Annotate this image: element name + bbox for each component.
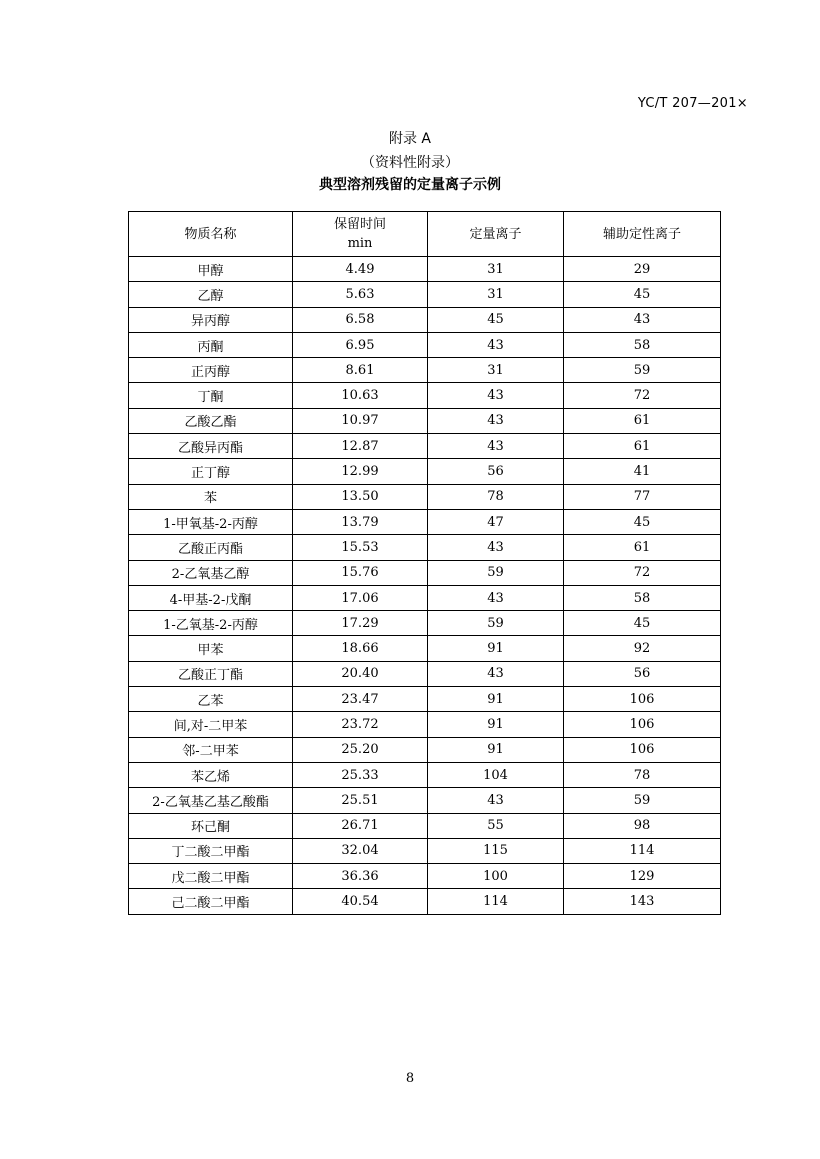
qualifier-ion-cell: 45 [564, 282, 721, 307]
header-qualifier-ion: 辅助定性离子 [564, 212, 721, 257]
qualifier-ion-cell: 92 [564, 636, 721, 661]
quant-ion-cell: 91 [428, 636, 564, 661]
substance-name-cell: 1-乙氧基-2-丙醇 [129, 611, 293, 636]
quant-ion-cell: 115 [428, 838, 564, 863]
qualifier-ion-cell: 56 [564, 661, 721, 686]
retention-time-cell: 12.87 [293, 434, 428, 459]
retention-time-cell: 5.63 [293, 282, 428, 307]
retention-time-cell: 6.95 [293, 332, 428, 357]
qualifier-ion-cell: 58 [564, 332, 721, 357]
quant-ion-cell: 91 [428, 687, 564, 712]
retention-time-cell: 25.33 [293, 762, 428, 787]
table-row [129, 687, 721, 712]
table-row [129, 762, 721, 787]
substance-name-cell: 丁二酸二甲酯 [129, 838, 293, 863]
quant-ion-cell: 43 [428, 661, 564, 686]
quant-ion-cell: 45 [428, 307, 564, 332]
qualifier-ion-cell: 72 [564, 383, 721, 408]
quant-ion-cell: 114 [428, 889, 564, 914]
table-row [129, 560, 721, 585]
quant-ion-cell: 43 [428, 585, 564, 610]
qualifier-ion-cell: 43 [564, 307, 721, 332]
substance-name-cell: 戊二酸二甲酯 [129, 864, 293, 889]
table-row [129, 383, 721, 408]
table-row [129, 535, 721, 560]
header-retention-time-unit: min [347, 236, 373, 251]
substance-name-cell: 甲苯 [129, 636, 293, 661]
retention-time-cell: 17.06 [293, 585, 428, 610]
qualifier-ion-cell: 106 [564, 712, 721, 737]
quant-ion-cell: 91 [428, 712, 564, 737]
table-row [129, 509, 721, 534]
qualifier-ion-cell: 45 [564, 509, 721, 534]
table-row [129, 712, 721, 737]
quant-ion-cell: 104 [428, 762, 564, 787]
qualifier-ion-cell: 106 [564, 687, 721, 712]
retention-time-cell: 15.76 [293, 560, 428, 585]
substance-name-cell: 乙酸异丙酯 [129, 434, 293, 459]
table-row [129, 611, 721, 636]
qualifier-ion-cell: 61 [564, 535, 721, 560]
qualifier-ion-cell: 72 [564, 560, 721, 585]
substance-name-cell: 丙酮 [129, 332, 293, 357]
quant-ion-cell: 59 [428, 560, 564, 585]
qualifier-ion-cell: 29 [564, 257, 721, 282]
table-row [129, 307, 721, 332]
table-row [129, 889, 721, 914]
appendix-nature: （资料性附录） [361, 155, 459, 171]
substance-name-cell: 异丙醇 [129, 307, 293, 332]
retention-time-cell: 12.99 [293, 459, 428, 484]
quant-ion-cell: 100 [428, 864, 564, 889]
qualifier-ion-cell: 106 [564, 737, 721, 762]
substance-name-cell: 正丁醇 [129, 459, 293, 484]
retention-time-cell: 6.58 [293, 307, 428, 332]
substance-name-cell: 正丙醇 [129, 358, 293, 383]
appendix-label: 附录 A [388, 131, 432, 147]
table-body [129, 257, 721, 915]
qualifier-ion-cell: 59 [564, 358, 721, 383]
substance-name-cell: 苯乙烯 [129, 762, 293, 787]
quant-ion-cell: 78 [428, 484, 564, 509]
substance-name-cell: 己二酸二甲酯 [129, 889, 293, 914]
table-row [129, 459, 721, 484]
quant-ion-cell: 56 [428, 459, 564, 484]
table-row [129, 585, 721, 610]
header-quant-ion: 定量离子 [428, 212, 564, 257]
substance-name-cell: 环己酮 [129, 813, 293, 838]
table-row [129, 737, 721, 762]
quant-ion-cell: 43 [428, 788, 564, 813]
qualifier-ion-cell: 45 [564, 611, 721, 636]
substance-name-cell: 乙酸乙酯 [129, 408, 293, 433]
retention-time-cell: 23.72 [293, 712, 428, 737]
retention-time-cell: 18.66 [293, 636, 428, 661]
substance-name-cell: 苯 [129, 484, 293, 509]
table-row [129, 434, 721, 459]
quant-ion-cell: 55 [428, 813, 564, 838]
table-row [129, 282, 721, 307]
quant-ion-cell: 31 [428, 358, 564, 383]
quant-ion-cell: 59 [428, 611, 564, 636]
quant-ion-cell: 43 [428, 383, 564, 408]
substance-name-cell: 2-乙氧基乙基乙酸酯 [129, 788, 293, 813]
substance-name-cell: 4-甲基-2-戊酮 [129, 585, 293, 610]
qualifier-ion-cell: 114 [564, 838, 721, 863]
quant-ion-cell: 31 [428, 282, 564, 307]
table-row [129, 484, 721, 509]
table-row [129, 864, 721, 889]
retention-time-cell: 32.04 [293, 838, 428, 863]
quant-ion-table [128, 211, 721, 915]
substance-name-cell: 2-乙氧基乙醇 [129, 560, 293, 585]
quant-ion-cell: 47 [428, 509, 564, 534]
table-row [129, 408, 721, 433]
retention-time-cell: 8.61 [293, 358, 428, 383]
quant-ion-cell: 31 [428, 257, 564, 282]
quant-ion-cell: 43 [428, 332, 564, 357]
retention-time-cell: 36.36 [293, 864, 428, 889]
substance-name-cell: 1-甲氧基-2-丙醇 [129, 509, 293, 534]
retention-time-cell: 4.49 [293, 257, 428, 282]
table-row [129, 257, 721, 282]
qualifier-ion-cell: 78 [564, 762, 721, 787]
table-row [129, 661, 721, 686]
quant-ion-cell: 43 [428, 408, 564, 433]
retention-time-cell: 10.63 [293, 383, 428, 408]
retention-time-cell: 10.97 [293, 408, 428, 433]
quant-ion-cell: 43 [428, 434, 564, 459]
retention-time-cell: 25.20 [293, 737, 428, 762]
substance-name-cell: 乙醇 [129, 282, 293, 307]
qualifier-ion-cell: 58 [564, 585, 721, 610]
table-row [129, 838, 721, 863]
substance-name-cell: 间,对-二甲苯 [129, 712, 293, 737]
qualifier-ion-cell: 77 [564, 484, 721, 509]
substance-name-cell: 乙酸正丙酯 [129, 535, 293, 560]
substance-name-cell: 乙酸正丁酯 [129, 661, 293, 686]
retention-time-cell: 40.54 [293, 889, 428, 914]
header-retention-time [293, 212, 428, 257]
quant-ion-cell: 91 [428, 737, 564, 762]
table-row [129, 636, 721, 661]
table-caption: 典型溶剂残留的定量离子示例 [319, 177, 501, 193]
qualifier-ion-cell: 59 [564, 788, 721, 813]
qualifier-ion-cell: 129 [564, 864, 721, 889]
qualifier-ion-cell: 61 [564, 434, 721, 459]
standard-code: YC/T 207—201× [637, 96, 748, 111]
retention-time-cell: 20.40 [293, 661, 428, 686]
substance-name-cell: 甲醇 [129, 257, 293, 282]
qualifier-ion-cell: 98 [564, 813, 721, 838]
table-row [129, 332, 721, 357]
qualifier-ion-cell: 41 [564, 459, 721, 484]
retention-time-cell: 17.29 [293, 611, 428, 636]
table-row [129, 788, 721, 813]
retention-time-cell: 26.71 [293, 813, 428, 838]
retention-time-cell: 23.47 [293, 687, 428, 712]
page-number: 8 [405, 1071, 415, 1086]
table-header-row [129, 212, 721, 257]
qualifier-ion-cell: 61 [564, 408, 721, 433]
substance-name-cell: 丁酮 [129, 383, 293, 408]
table-row [129, 813, 721, 838]
retention-time-cell: 15.53 [293, 535, 428, 560]
substance-name-cell: 乙苯 [129, 687, 293, 712]
retention-time-cell: 13.50 [293, 484, 428, 509]
header-substance-name: 物质名称 [129, 212, 293, 257]
retention-time-cell: 25.51 [293, 788, 428, 813]
header-retention-time-label: 保留时间 [333, 217, 386, 232]
substance-name-cell: 邻-二甲苯 [129, 737, 293, 762]
table-row [129, 358, 721, 383]
qualifier-ion-cell: 143 [564, 889, 721, 914]
retention-time-cell: 13.79 [293, 509, 428, 534]
quant-ion-cell: 43 [428, 535, 564, 560]
